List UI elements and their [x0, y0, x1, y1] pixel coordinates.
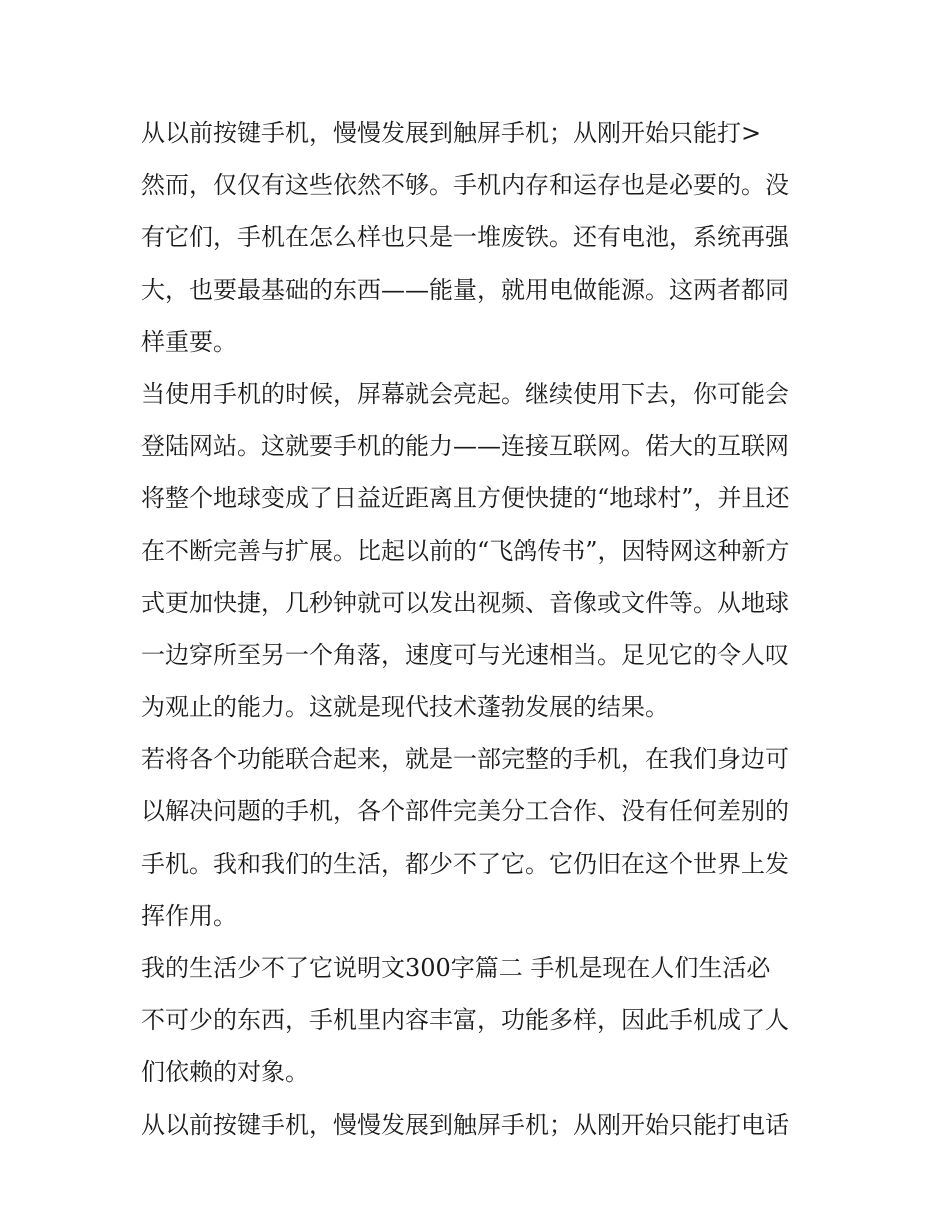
- text-line: 们依赖的对象。: [141, 1058, 309, 1087]
- text-line: 当使用手机的时候，屏幕就会亮起。继续使用下去，你可能会: [141, 379, 789, 408]
- text-line: 样重要。: [141, 327, 237, 356]
- text-line: 为观止的能力。这就是现代技术蓬勃发展的结果。: [141, 693, 669, 722]
- document-body: [141, 107, 813, 1151]
- text-line: 挥作用。: [141, 901, 237, 930]
- text-line: 大，也要最基础的东西——能量，就用电做能源。这两者都同: [141, 275, 789, 304]
- text-line: 若将各个功能联合起来，就是一部完整的手机，在我们身边可: [141, 745, 789, 774]
- text-line: 我的生活少不了它说明文300字篇二 手机是现在人们生活必: [141, 954, 771, 982]
- text-line: 有它们，手机在怎么样也只是一堆废铁。还有电池，系统再强: [141, 223, 789, 252]
- text-line: 登陆网站。这就要手机的能力——连接互联网。偌大的互联网: [141, 432, 789, 461]
- text-line: 不可少的东西，手机里内容丰富，功能多样，因此手机成了人: [141, 1006, 789, 1035]
- text-line: 将整个地球变成了日益近距离且方便快捷的“地球村”，并且还: [141, 484, 790, 513]
- text-line: 式更加快捷，几秒钟就可以发出视频、音像或文件等。从地球: [141, 588, 789, 617]
- text-line: 以解决问题的手机，各个部件完美分工合作、没有任何差别的: [141, 797, 789, 826]
- text-line: 手机。我和我们的生活，都少不了它。它仍旧在这个世界上发: [141, 849, 789, 878]
- text-line: 然而，仅仅有这些依然不够。手机内存和运存也是必要的。没: [141, 171, 789, 200]
- text-line: 从以前按键手机，慢慢发展到触屏手机；从刚开始只能打电话: [141, 1110, 789, 1139]
- text-line: 从以前按键手机，慢慢发展到触屏手机；从刚开始只能打>: [141, 119, 762, 147]
- text-line: 在不断完善与扩展。比起以前的“飞鸽传书”，因特网这种新方: [141, 536, 790, 565]
- text-line: 一边穿所至另一个角落，速度可与光速相当。足见它的令人叹: [141, 640, 789, 669]
